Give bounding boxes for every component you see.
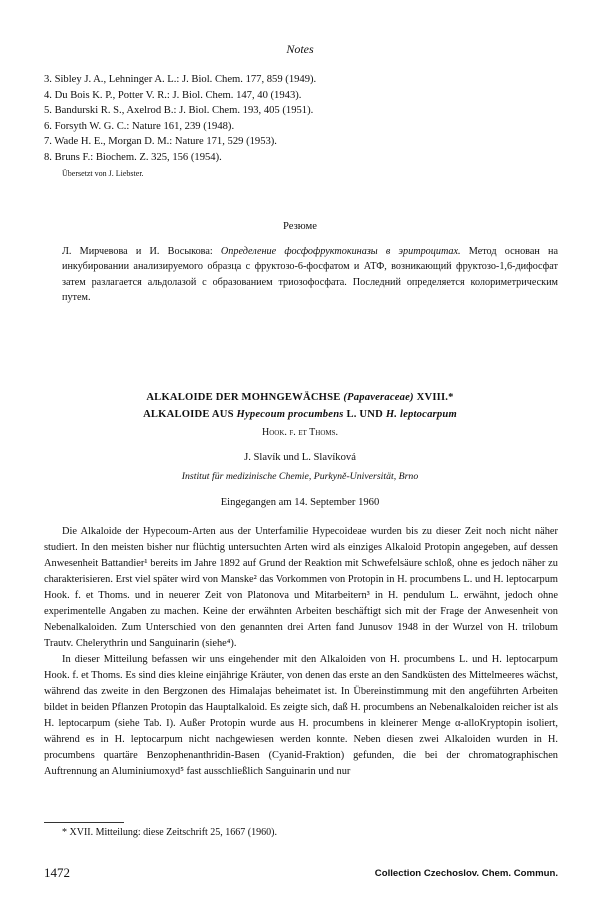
- received-date: Eingegangen am 14. September 1960: [220, 497, 380, 508]
- body-paragraph: Die Alkaloide der Hypecoum-Arten aus der Unterfamilie Hypecoideae wurden bis zu dieser Zeit noch nicht näher studiert. In den meisten bisher nur flüchtig untersuchten Arten wird als einziges Alkaloid Protopin angegeben, auf dessen Anwesenheit Battandier¹ bereits im Jahre 1892 auf Grund der Reaktion mit Schwefelsäure schloß, ohne es jedoch näher zu charakterisieren. Erst viel später wird von Manske² das Vorkommen von Protopin in H. procumbens L. und H. leptocarpum Hook. f. et Thoms. und in neuerer Zeit von Platonova und Mitarbeitern³ in H. pendulum L. erwähnt, jedoch ohne experimentelle Angaben zu machen. Keine der erwähnten Arbeiten beschäftigt sich mit der Frage der Anwesenheit von Nebenalkaloiden. Zum Unterschied von den genannten drei Arten fand Junusov 1948 in der Wurzel von H. trilobum Trautv. Chelerythrin und Sanguinarin (siehe⁴).: [44, 526, 558, 649]
- resume-abstract: Метод основан на инкубировании анализируемого образца с фруктозо-6-фосфатом и АТФ, возникающий фруктозо-1,6-дифосфат затем разлагается альдолазой с образованием триозофосфата. Последний определяется колориметрическим путем.: [62, 246, 558, 304]
- reference-item: 6. Forsyth W. G. C.: Nature 161, 239 (1948).: [44, 120, 235, 132]
- page-number: 1472: [44, 865, 70, 880]
- reference-item: 8. Bruns F.: Biochem. Z. 325, 156 (1954).: [44, 151, 222, 163]
- resume-text: [62, 244, 558, 306]
- body-paragraph: In dieser Mitteilung befassen wir uns eingehender mit den Alkaloiden von H. procumbens L. und H. leptocarpum Hook. f. et Thoms. Es sind dies kleine einjährige Kräuter, von denen das erste an den Sandküsten des Mittelmeeres wächst, während das zweite in den Bergzonen des Himalajas beheimatet ist. In Übereinstimmung mit den angeführten Arbeiten bildet in beiden Pflanzen Protopin das Hauptalkaloid. Es zeigte sich, daß H. procumbens an Nebenalkaloiden reicher ist als H. leptocarpum (siehe Tab. I). Außer Protopin wurde aus H. procumbens in kleinerer Menge α-alloKryptopin isoliert, während es in H. leptocarpum nicht nachgewiesen werden konnte. Neben diesen zwei Alkaloiden wurden in H. procumbens quartäre Benzophenanthridin-Basen (Cyanid-Fraktion) gefunden, die bei der chromatographischen Auftrennung an Aluminiumoxyd⁵ fast ausschließlich Sanguinarin und nur: [44, 654, 558, 777]
- running-head: Notes: [286, 42, 314, 56]
- reference-item: 5. Bandurski R. S., Axelrod B.: J. Biol. Chem. 193, 405 (1951).: [44, 105, 314, 117]
- translator-note: Übersetzt von J. Liebster.: [62, 169, 144, 178]
- reference-item: 4. Du Bois K. P., Potter V. R.: J. Biol. Chem. 147, 40 (1943).: [44, 89, 302, 101]
- article-authors: J. Slavík und L. Slavíková: [244, 452, 356, 463]
- resume-heading: Резюме: [283, 221, 317, 232]
- resume-authors: Л. Мирчевова и И. Восыкова:: [62, 246, 213, 257]
- article-title-line-3: Hook. f. et Thoms.: [262, 427, 338, 438]
- article-institute: Institut für medizinische Chemie, Purkyně-Universität, Brno: [181, 471, 419, 482]
- footnote: * XVII. Mitteilung: diese Zeitschrift 25, 1667 (1960).: [62, 827, 277, 838]
- journal-name: Collection Czechoslov. Chem. Commun.: [374, 868, 558, 879]
- article-body: [44, 524, 558, 780]
- article-title-line-2: ALKALOIDE AUS Hypecoum procumbens L. UND H. leptocarpum: [143, 409, 457, 420]
- reference-list: [44, 72, 554, 166]
- article-title-line-1: ALKALOIDE DER MOHNGEWÄCHSE (Papaveraceae) XVIII.*: [146, 392, 454, 403]
- resume-title: Определение фосфофруктокиназы в эритроцитах.: [220, 246, 461, 257]
- reference-item: 7. Wade H. E., Morgan D. M.: Nature 171, 529 (1953).: [44, 136, 277, 148]
- footnote-divider: [44, 822, 124, 823]
- reference-item: 3. Sibley J. A., Lehninger A. L.: J. Biol. Chem. 177, 859 (1949).: [44, 74, 317, 85]
